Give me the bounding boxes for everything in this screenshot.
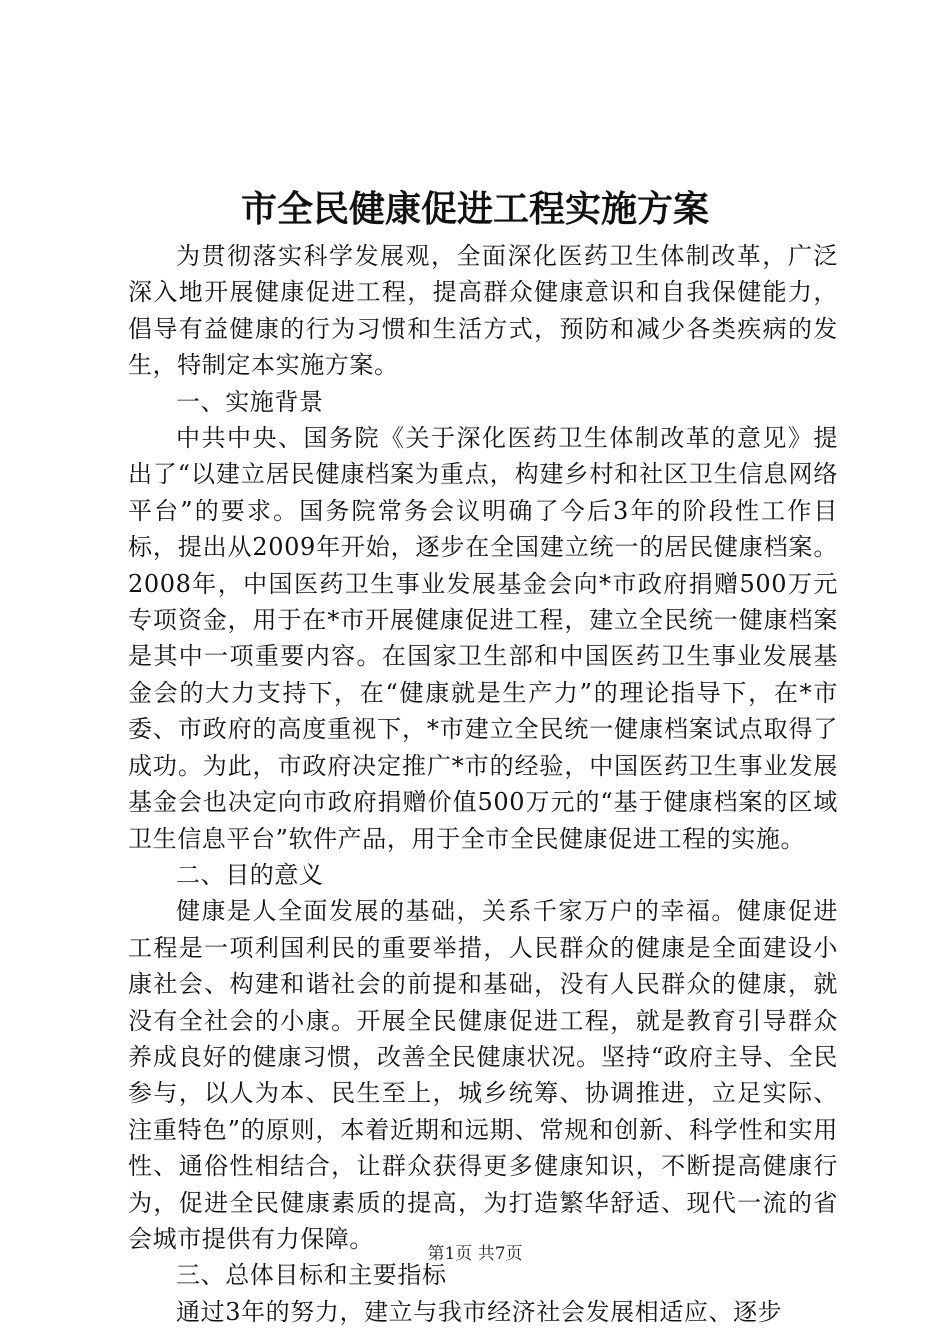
document-body bbox=[128, 238, 838, 1330]
page-footer: 第1页 共7页 bbox=[427, 1244, 523, 1264]
section-heading-goals: 三、总体目标和主要指标 bbox=[176, 1261, 447, 1290]
intro-paragraph: 为贯彻落实科学发展观，全面深化医药卫生体制改革，广泛深入地开展健康促进工程，提高群众健康意识和自我保健能力，倡导有益健康的行为习惯和生活方式，预防和减少各类疾病的发生，特制定本实施方案。 bbox=[128, 242, 838, 380]
section-heading-background: 一、实施背景 bbox=[176, 387, 324, 416]
purpose-paragraph: 健康是人全面发展的基础，关系千家万户的幸福。健康促进工程是一项利国利民的重要举措，人民群众的健康是全面建设小康社会、构建和谐社会的前提和基础，没有人民群众的健康，就没有全社会的小康。开展全民健康促进工程，就是教育引导群众养成良好的健康习惯，改善全民健康状况。坚持“政府主导、全民参与，以人为本、民生至上，城乡统筹、协调推进，立足实际、注重特色”的原则，本着近期和远期、常规和创新、科学性和实用性、通俗性相结合，让群众获得更多健康知识，不断提高健康行为，促进全民健康素质的提高，为打造繁华舒适、现代一流的省会城市提供有力保障。 bbox=[128, 897, 838, 1253]
background-paragraph: 中共中央、国务院《关于深化医药卫生体制改革的意见》提出了“以建立居民健康档案为重点，构建乡村和社区卫生信息网络平台”的要求。国务院常务会议明确了今后3年的阶段性工作目标，提出从2009年开始，逐步在全国建立统一的居民健康档案。2008年，中国医药卫生事业发展基金会向*市政府捐赠500万元专项资金，用于在*市开展健康促进工程，建立全民统一健康档案是其中一项重要内容。在国家卫生部和中国医药卫生事业发展基金会的大力支持下，在“健康就是生产力”的理论指导下，在*市委、市政府的高度重视下，*市建立全民统一健康档案试点取得了成功。为此，市政府决定推广*市的经验，中国医药卫生事业发展基金会也决定向市政府捐赠价值500万元的“基于健康档案的区域卫生信息平台”软件产品，用于全市全民健康促进工程的实施。 bbox=[128, 424, 838, 853]
section-heading-purpose: 二、目的意义 bbox=[176, 860, 324, 889]
goals-paragraph: 通过3年的努力，建立与我市经济社会发展相适应、逐步 bbox=[176, 1297, 783, 1326]
document-title: 市全民健康促进工程实施方案 bbox=[240, 188, 709, 230]
